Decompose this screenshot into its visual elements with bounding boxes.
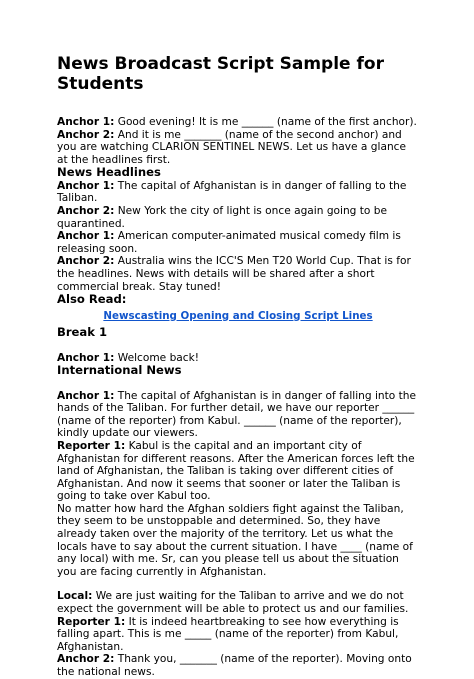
script-line — [57, 503, 419, 579]
intro-section — [57, 116, 419, 166]
script-line — [57, 116, 419, 129]
line-text: Welcome back! — [114, 351, 199, 364]
line-text: American computer-animated musical comedy film is releasing soon. — [57, 230, 401, 255]
script-line — [57, 230, 419, 255]
speaker-label: Reporter 1: — [57, 439, 126, 452]
line-text: Thank you, _______ (name of the reporter). Moving onto the national news. — [57, 653, 412, 678]
spacer — [57, 378, 419, 390]
script-line — [57, 653, 419, 678]
headlines-section — [57, 180, 419, 293]
speaker-label: Reporter 1: — [57, 615, 126, 628]
script-line — [57, 255, 419, 293]
script-line — [57, 205, 419, 230]
script-line — [57, 180, 419, 205]
international-section — [57, 390, 419, 679]
line-text: We are just waiting for the Taliban to arrive and we do not expect the government will be able to protect us and our families. — [57, 590, 409, 616]
line-text: The capital of Afghanistan is in danger of falling into the hands of the Taliban. For further detail, we have our reporter ______ (name of the reporter) from Kabul. ______ (name of the reporter), kindly update our viewers. — [57, 389, 416, 440]
script-line — [57, 390, 419, 440]
line-text: The capital of Afghanistan is in danger of falling to the Taliban. — [57, 179, 407, 205]
break-heading: Break 1 — [57, 325, 108, 340]
spacer — [57, 340, 419, 352]
line-text: Kabul is the capital and an important city of Afghanistan for different reasons. After the American forces left the land of Afghanistan, the Taliban is taking over different cities of Afghanistan. And now it seems that sooner or later the Taliban is going to take over Kabul too. — [57, 439, 415, 503]
script-line — [57, 590, 419, 615]
speaker-label: Anchor 1: — [57, 230, 115, 243]
line-text: No matter how hard the Afghan soldiers fight against the Taliban, they seem to be unstoppable and determined. So, they have already taken over the majority of the territory. Let us what the locals have to say about the current situation. I have ____ (name of any local) with me. Sr, can you please tell us about the situation you are facing currently in Afghanistan. — [57, 502, 413, 578]
speaker-label: Anchor 2: — [57, 255, 115, 268]
headlines-heading: News Headlines — [57, 165, 161, 180]
line-text: New York the city of light is once again going to be quarantined. — [57, 204, 388, 230]
line-text: Australia wins the ICC'S Men T20 World Cup. That is for the headlines. News with details will be shared after a short commercial break. Stay tuned! — [57, 255, 411, 293]
script-line — [57, 440, 419, 503]
speaker-label: Anchor 1: — [57, 116, 115, 128]
speaker-label: Anchor 2: — [57, 204, 115, 217]
line-text: And it is me _______ (name of the second anchor) and you are watching CLARION SENTINEL NEWS. Let us have a glance at the headlines first. — [57, 128, 407, 166]
spacer — [57, 578, 419, 590]
line-text: Good evening! It is me ______ (name of the first anchor). — [114, 116, 417, 128]
speaker-label: Anchor 2: — [57, 653, 115, 666]
script-line — [57, 129, 419, 167]
speaker-label: Anchor 2: — [57, 128, 115, 141]
speaker-label: Anchor 1: — [57, 351, 115, 364]
line-text: It is indeed heartbreaking to see how everything is falling apart. This is me _____ (name of the reporter) from Kabul, Afghanistan. — [57, 615, 399, 653]
speaker-label: Anchor 1: — [57, 179, 115, 192]
also-read-row — [57, 310, 419, 323]
international-heading: International News — [57, 363, 182, 378]
document-title: News Broadcast Script Sample for Students — [57, 54, 384, 94]
script-line — [57, 616, 419, 654]
speaker-label: Anchor 1: — [57, 389, 115, 402]
also-read-label: Also Read: — [57, 292, 127, 307]
speaker-label: Local: — [57, 590, 93, 603]
also-read-link[interactable]: Newscasting Opening and Closing Script Lines — [103, 309, 373, 322]
